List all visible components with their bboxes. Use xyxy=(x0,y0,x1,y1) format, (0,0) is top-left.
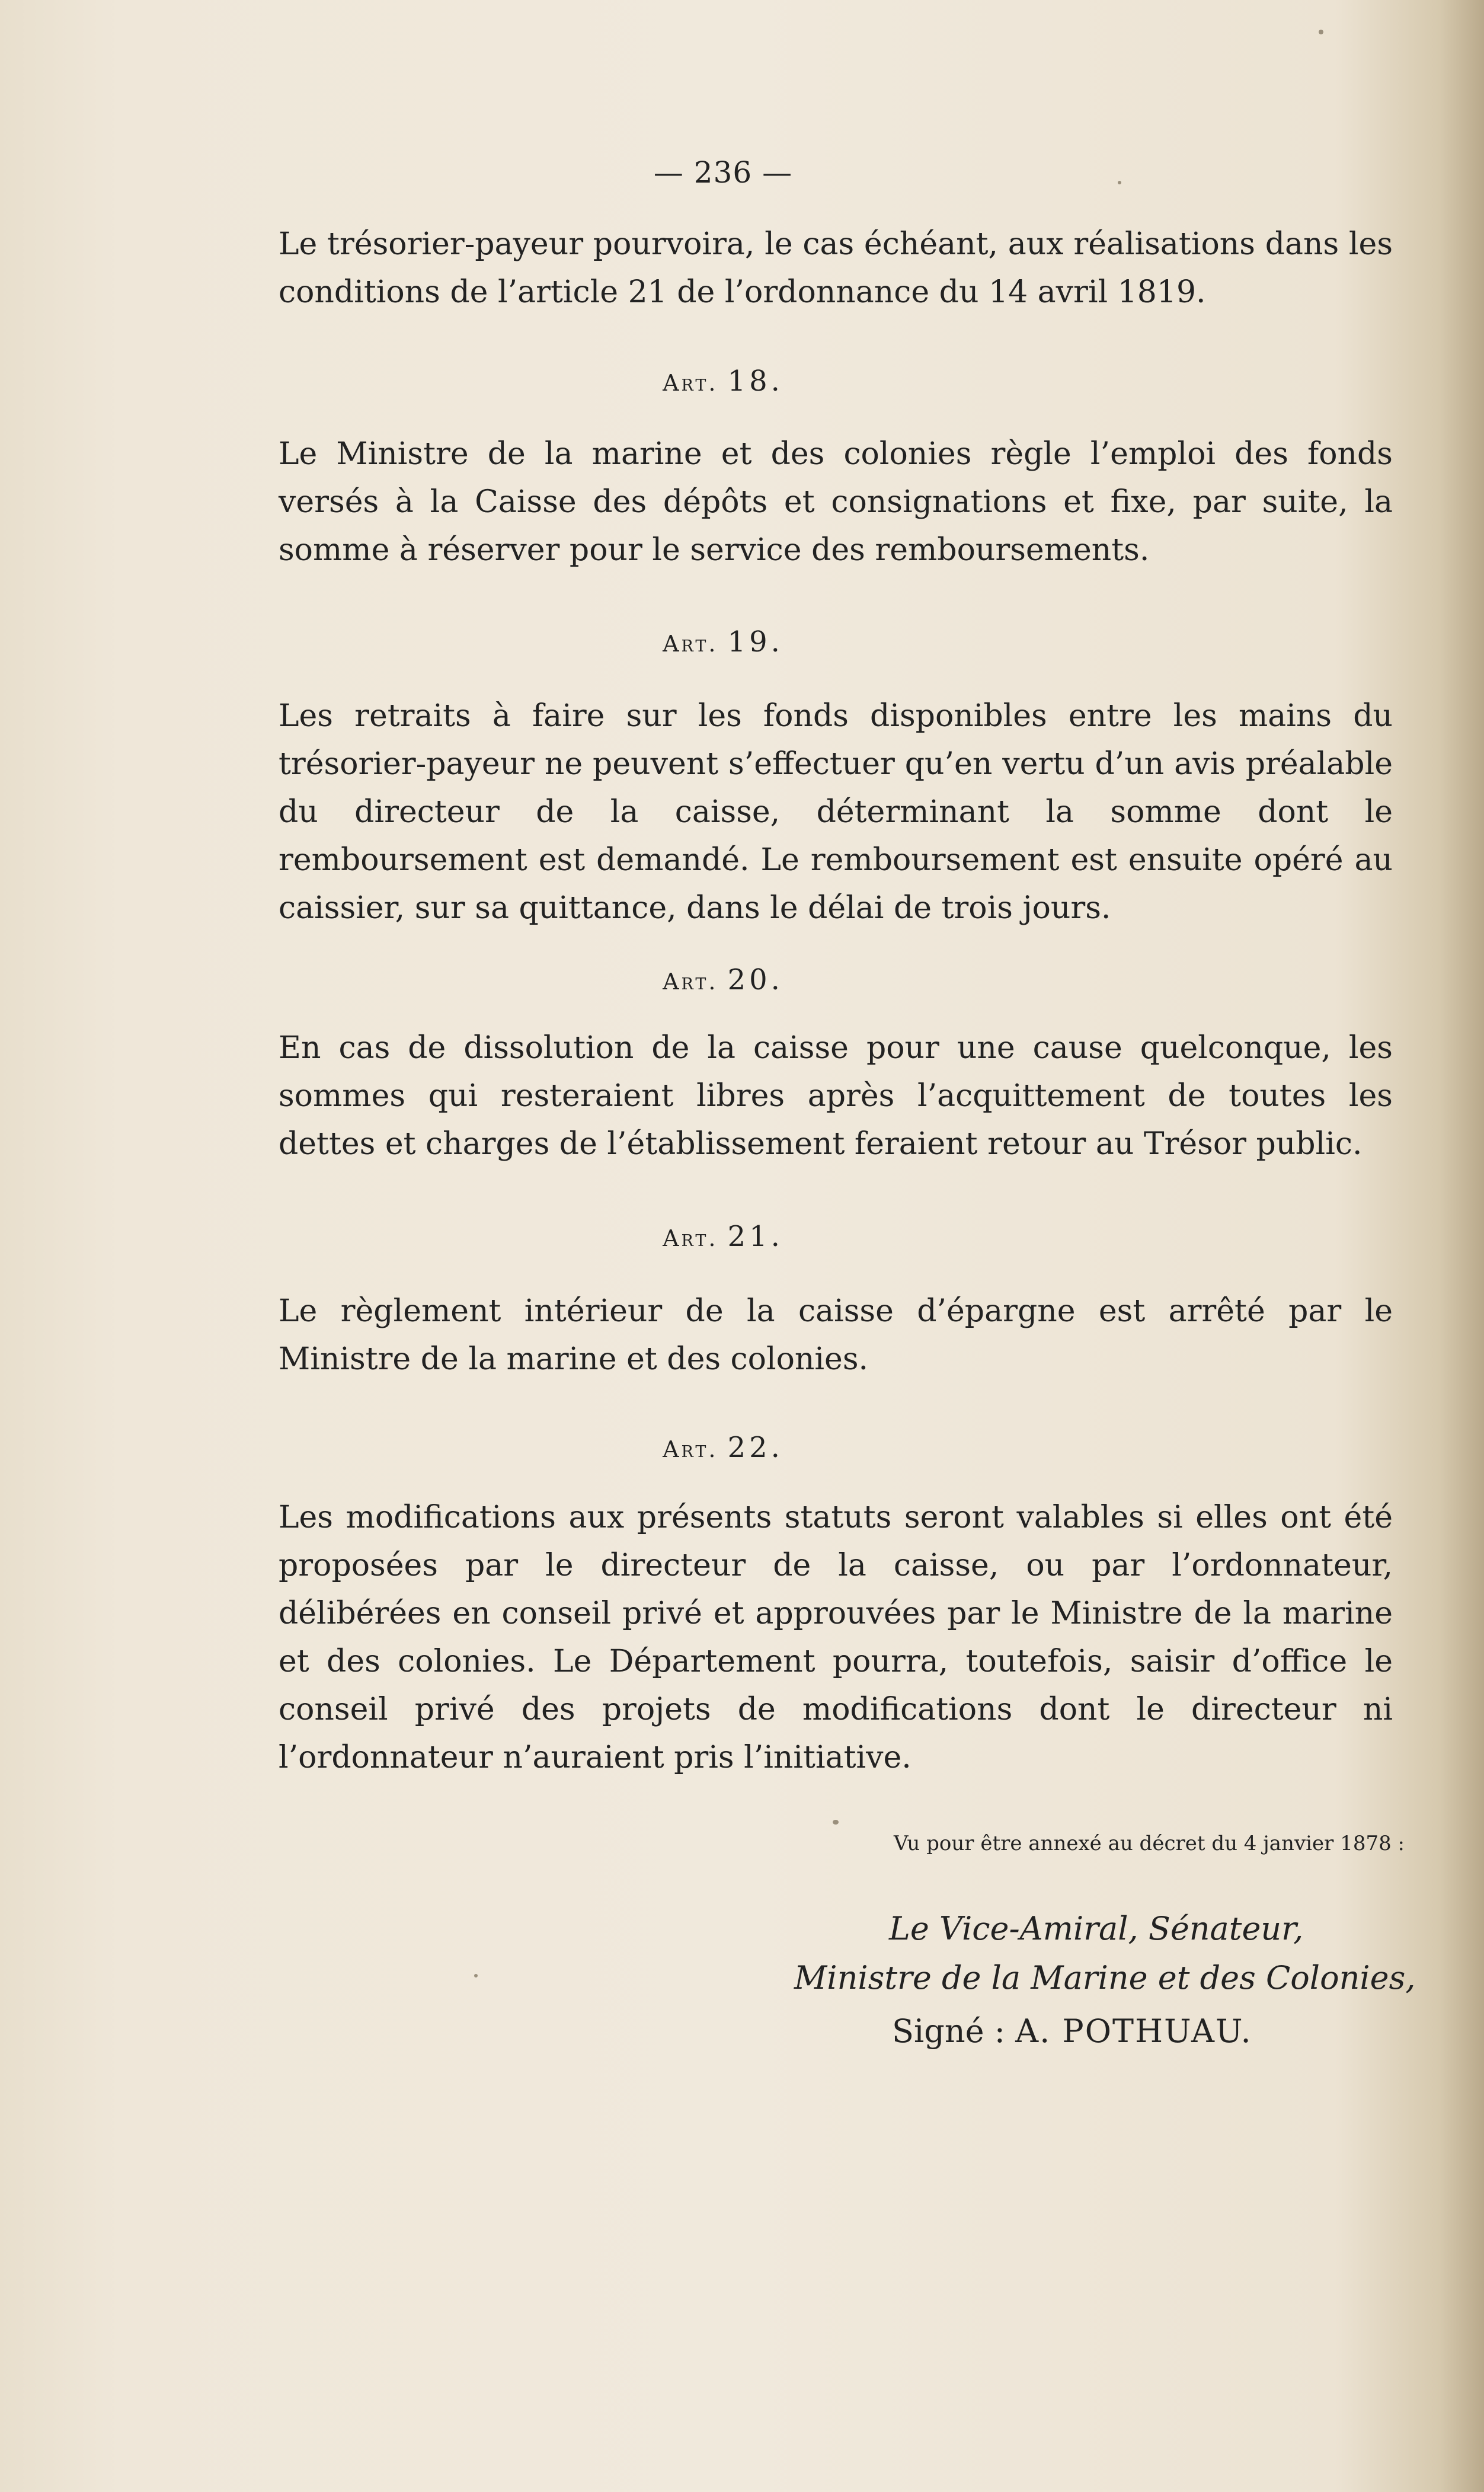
signatory-ministry: Ministre de la Marine et des Colonies, xyxy=(794,1959,1416,1996)
article-18-body xyxy=(279,430,1393,574)
article-20-body xyxy=(279,1024,1393,1168)
article-18-text: Le Ministre de la marine et des colonies règle l’emploi des fonds versés à la Caisse des dépôts et consignations et fixe, par suite, la somme à réserver pour le service des remboursements. xyxy=(279,436,1393,568)
paper-speck xyxy=(474,1974,478,1977)
article-19-heading xyxy=(0,625,1446,659)
article-21-prefix: Art. xyxy=(663,1225,718,1251)
paper-speck xyxy=(833,1820,839,1825)
signatory-title: Le Vice-Amiral, Sénateur, xyxy=(889,1910,1304,1947)
article-20-text: En cas de dissolution de la caisse pour une cause quelconque, les sommes qui resteraient libres après l’acquittement de toutes les dettes et charges de l’établissement feraient retour au Trésor public. xyxy=(279,1030,1393,1162)
article-18-prefix: Art. xyxy=(663,370,718,396)
article-22-number: 22. xyxy=(727,1431,783,1464)
signature-block xyxy=(892,2012,1252,2050)
article-20-heading xyxy=(0,963,1446,996)
article-22-text: Les modifications aux présents statuts seront valables si elles ont été proposées par le directeur de la caisse, ou par l’ordonnateur, délibérées en conseil privé et approuvées par le Ministre de la marine et des colonies. Le Département pourra, toutefois, saisir d’office le conseil privé des projets de modifications dont le directeur ni l’ordonnateur n’auraient pris l’initiative. xyxy=(279,1500,1393,1775)
article-18-heading xyxy=(0,365,1446,398)
article-21-number: 21. xyxy=(727,1220,783,1253)
article-20-number: 20. xyxy=(727,963,783,996)
article-22-prefix: Art. xyxy=(663,1436,718,1462)
article-18-number: 18. xyxy=(727,365,783,398)
visa-line: Vu pour être annexé au décret du 4 janvier 1878 : xyxy=(894,1832,1405,1855)
article-22-body xyxy=(279,1494,1393,1782)
article-21-body xyxy=(279,1287,1393,1384)
article-21-text: Le règlement intérieur de la caisse d’épargne est arrêté par le Ministre de la marine et des colonies. xyxy=(279,1293,1393,1377)
signed-label: Signé : xyxy=(892,2012,1005,2050)
article-22-heading xyxy=(0,1431,1446,1464)
signer-name: A. POTHUAU. xyxy=(1015,2012,1252,2050)
article-19-number: 19. xyxy=(727,625,783,659)
article-20-prefix: Art. xyxy=(663,969,718,995)
intro-paragraph xyxy=(279,221,1393,317)
paper-speck xyxy=(1319,30,1323,34)
article-19-body xyxy=(279,692,1393,932)
article-19-prefix: Art. xyxy=(663,631,718,657)
article-21-heading xyxy=(0,1220,1446,1253)
page-number: — 236 — xyxy=(653,155,793,190)
article-19-text: Les retraits à faire sur les fonds disponibles entre les mains du trésorier-payeur ne peuvent s’effectuer qu’en vertu d’un avis préalable du directeur de la caisse, déterminant la somme dont le remboursement est demandé. Le remboursement est ensuite opéré au caissier, sur sa quittance, dans le délai de trois jours. xyxy=(279,698,1393,926)
intro-text: Le trésorier-payeur pourvoira, le cas échéant, aux réalisations dans les conditions de l’article 21 de l’ordonnance du 14 avril 1819. xyxy=(279,226,1393,310)
paper-speck xyxy=(1118,181,1121,184)
